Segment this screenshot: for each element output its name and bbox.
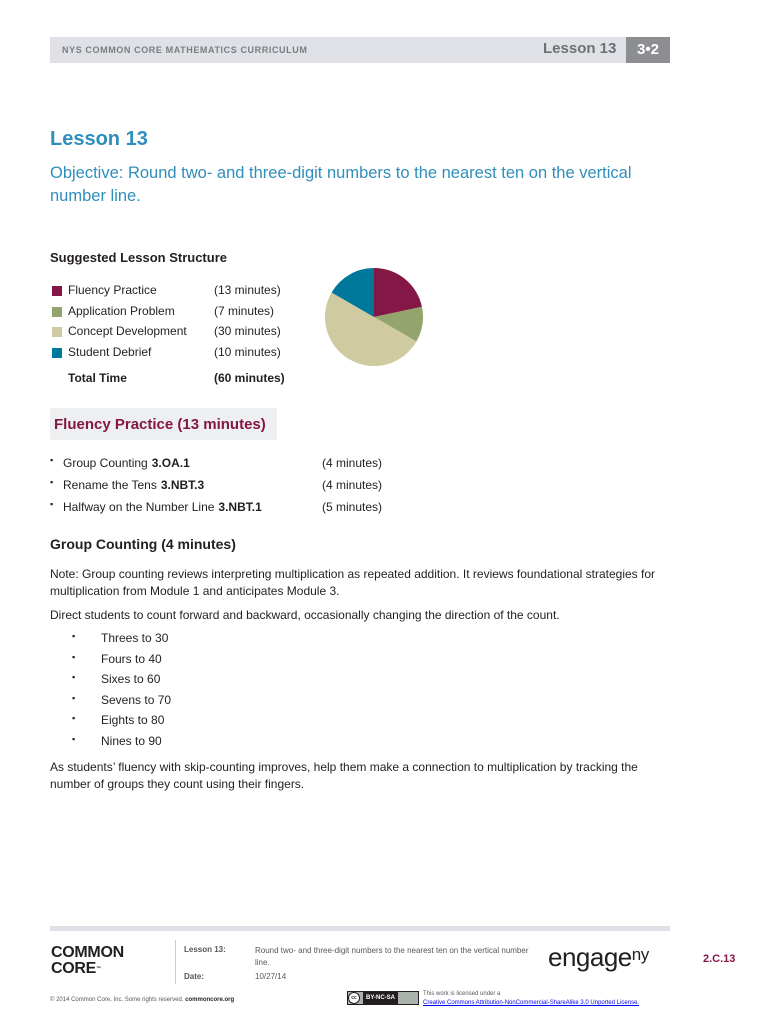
cc-icon: cc (348, 992, 360, 1004)
page-number: 2.C.13 (703, 953, 736, 965)
footer-rule (50, 926, 670, 931)
square-bullet-icon: ▪ (72, 713, 76, 724)
component-time: (7 minutes) (214, 303, 275, 318)
square-bullet-icon: ▪ (72, 672, 76, 683)
running-header (50, 37, 670, 63)
legend-swatch (52, 307, 62, 317)
copyright-text: © 2014 Common Core, Inc. Some rights reserved. (50, 997, 186, 1003)
common-core-logo (51, 945, 124, 977)
activity-name (63, 500, 262, 514)
module-badge: 3•2 (626, 37, 670, 63)
activity-time: (5 minutes) (322, 500, 383, 514)
count-item-text: Sixes to 60 (101, 672, 161, 687)
activity-standard: 3.OA.1 (151, 456, 190, 470)
activity-name (63, 456, 190, 470)
legend-swatch (52, 348, 62, 358)
group-counting-direction: Direct students to count forward and backward, occasionally changing the direction of the count. (50, 608, 560, 622)
lesson-objective: Objective: Round two- and three-digit numbers to the nearest ten on the vertical number line. (50, 164, 632, 205)
creative-commons-badge[interactable] (347, 991, 419, 1005)
lesson-title: Lesson 13 (50, 128, 148, 150)
structure-row-application (50, 304, 300, 325)
activity-time: (4 minutes) (322, 478, 383, 492)
header-lesson-label: Lesson 13 (543, 40, 617, 57)
activity-name (63, 478, 204, 492)
footer-date: 10/27/14 (255, 972, 287, 981)
count-item-text: Eights to 80 (101, 713, 165, 728)
logo-line-2-text: CORE (51, 960, 97, 977)
component-time: (10 minutes) (214, 345, 281, 360)
logo-line-2 (51, 961, 124, 977)
logo-line-1: COMMON (51, 944, 124, 961)
activity-title: Rename the Tens (63, 478, 157, 492)
activity-standard: 3.NBT.1 (218, 500, 262, 514)
fluency-activity-list (50, 456, 450, 522)
count-item-text: Nines to 90 (101, 733, 162, 748)
cc-license-code: BY-NC-SA (363, 992, 398, 1004)
total-time-label: Total Time (68, 371, 127, 385)
component-time: (30 minutes) (214, 324, 281, 339)
engage-text: engage (548, 942, 632, 972)
component-name: Concept Development (68, 324, 187, 339)
structure-title: Suggested Lesson Structure (50, 250, 227, 265)
copyright-notice (50, 997, 234, 1003)
square-bullet-icon: ▪ (50, 455, 54, 465)
group-counting-heading: Group Counting (4 minutes) (50, 536, 236, 552)
component-time: (13 minutes) (214, 283, 281, 297)
copyright-site: commoncore.org (185, 997, 235, 1003)
license-link[interactable]: Creative Commons Attribution-NonCommercial-ShareAlike 3.0 Unported License. (423, 1000, 640, 1006)
square-bullet-icon: ▪ (50, 477, 54, 487)
component-name: Fluency Practice (68, 283, 157, 297)
license-notice (423, 990, 639, 1008)
component-name: Student Debrief (68, 345, 152, 360)
group-counting-closing: As students’ fluency with skip-counting improves, help them make a connection to multiplication by tracking the number of groups they count using their fingers. (50, 760, 638, 791)
square-bullet-icon: ▪ (50, 499, 54, 509)
square-bullet-icon: ▪ (72, 651, 76, 662)
fluency-activity (50, 500, 450, 522)
activity-title: Group Counting (63, 456, 148, 470)
engageny-logo (548, 942, 649, 973)
legend-swatch (52, 286, 62, 296)
trademark-icon: ™ (96, 966, 101, 972)
structure-row-fluency (50, 283, 300, 304)
square-bullet-icon: ▪ (72, 692, 76, 703)
activity-title: Halfway on the Number Line (63, 500, 215, 514)
fluency-heading: Fluency Practice (13 minutes) (54, 416, 266, 433)
count-item-text: Fours to 40 (101, 651, 162, 666)
structure-row-concept (50, 324, 300, 345)
curriculum-title: NYS COMMON CORE MATHEMATICS CURRICULUM (62, 45, 308, 55)
legend-swatch (52, 327, 62, 337)
total-time-value: (60 minutes) (214, 371, 285, 385)
structure-list (50, 283, 300, 366)
fluency-activity (50, 478, 450, 500)
fluency-heading-box (50, 408, 277, 440)
group-counting-note: Note: Group counting reviews interpreting multiplication as repeated addition. It reviews foundational strategies for multiplication from Module 1 and anticipates Module 3. (50, 567, 655, 598)
count-item-text: Threes to 30 (101, 631, 169, 645)
footer-date-label: Date: (184, 972, 205, 981)
footer-lesson-label: Lesson 13: (184, 945, 226, 954)
footer-objective: Round two- and three-digit numbers to the nearest ten on the vertical number line. (255, 946, 529, 967)
square-bullet-icon: ▪ (72, 631, 76, 641)
activity-time: (4 minutes) (322, 456, 383, 470)
square-bullet-icon: ▪ (72, 733, 76, 744)
component-name: Application Problem (68, 303, 175, 318)
count-item-text: Sevens to 70 (101, 692, 172, 707)
fluency-activity (50, 456, 450, 478)
activity-standard: 3.NBT.3 (160, 478, 205, 492)
lesson-structure-pie-chart (325, 266, 425, 368)
license-text: This work is licensed under a (423, 991, 501, 997)
footer-divider (175, 940, 176, 984)
ny-text: ny (631, 945, 649, 964)
structure-row-debrief (50, 345, 300, 366)
